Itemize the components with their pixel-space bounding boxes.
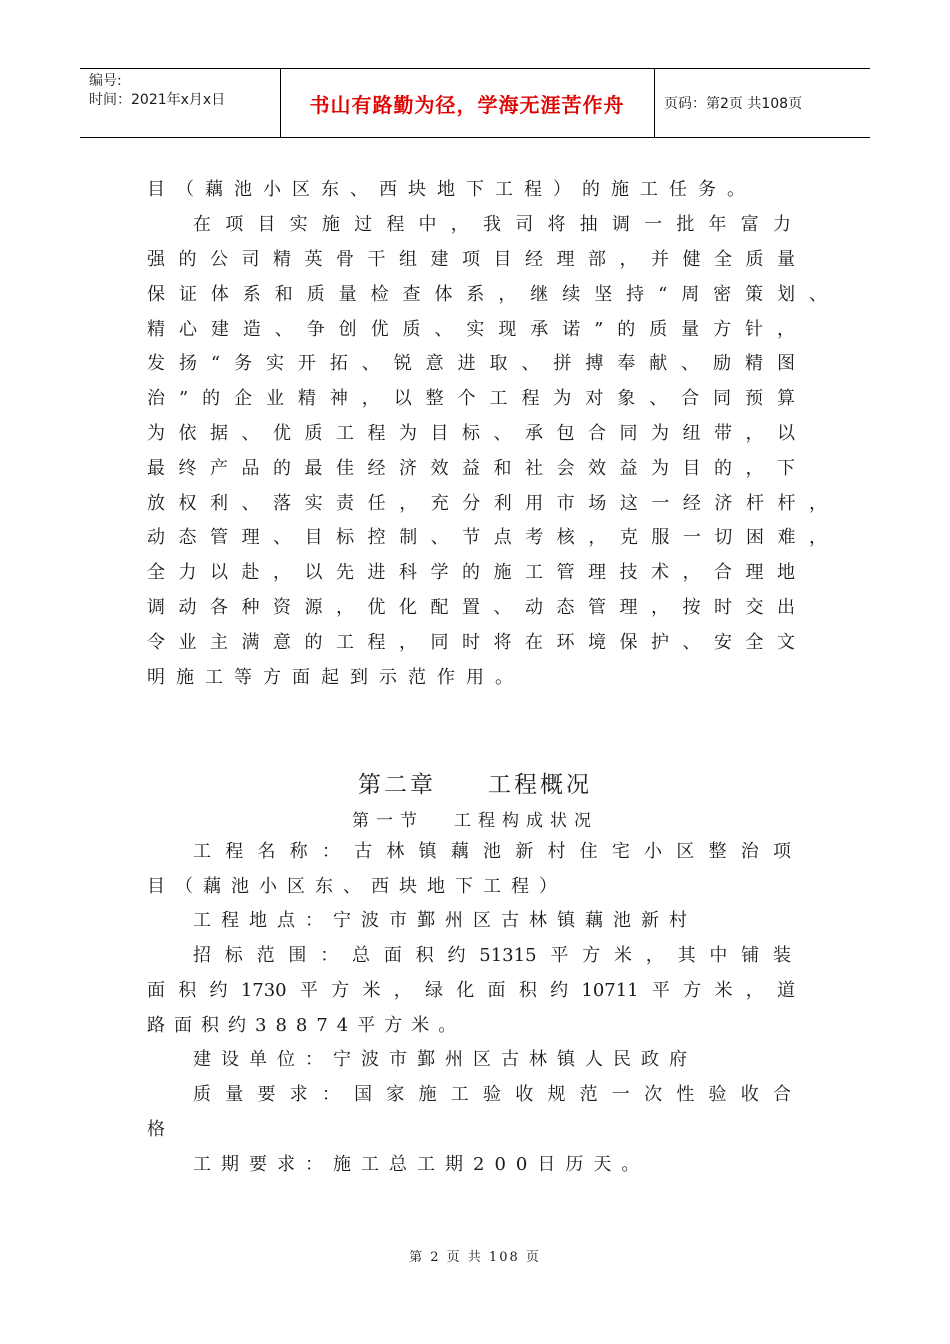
document-header-table xyxy=(80,68,870,138)
detail-line: 格 xyxy=(147,1119,176,1140)
chapter-title: 工程概况 xyxy=(488,772,592,798)
page-footer: 第 2 页 共 108 页 xyxy=(409,1250,541,1265)
number-label: 编号: xyxy=(89,73,122,89)
detail-line: 路面积约38874平方米。 xyxy=(147,1015,466,1036)
detail-line: 建设单位：宁波市鄞州区古林镇人民政府 xyxy=(193,1049,697,1070)
detail-line: 质量要求：国家施工验收规范一次性验收合 xyxy=(193,1084,791,1105)
intro-line: 在项目实施过程中，我司将抽调一批年富力 xyxy=(193,214,791,235)
intro-line: 放权利、落实责任，充分利用市场这一经济杆杆， xyxy=(147,493,827,514)
chapter-number: 第二章 xyxy=(358,772,436,798)
intro-line: 最终产品的最佳经济效益和社会效益为目的，下 xyxy=(147,458,795,479)
header-page-info: 页码：第2页 共108页 xyxy=(664,96,803,112)
intro-line: 发扬“务实开拓、锐意进取、拼搏奉献、励精图 xyxy=(147,353,795,374)
detail-line: 面积约1730平方米，绿化面积约10711平方米，道 xyxy=(147,980,795,1001)
intro-line: 调动各种资源，优化配置、动态管理，按时交出 xyxy=(147,597,795,618)
detail-line: 工期要求：施工总工期200日历天。 xyxy=(193,1154,650,1175)
section-heading xyxy=(0,806,950,831)
intro-line: 保证体系和质量检查体系，继续坚持“周密策划、 xyxy=(147,284,827,305)
date-line: 时间：2021年x月x日 xyxy=(89,92,226,108)
intro-line: 目（藕池小区东、西块地下工程）的施工任务。 xyxy=(147,179,756,200)
intro-line: 精心建造、争创优质、实现承诺”的质量方针， xyxy=(147,319,795,340)
intro-line: 全力以赴，以先进科学的施工管理技术，合理地 xyxy=(147,562,795,583)
intro-line: 治”的企业精神，以整个工程为对象、合同预算 xyxy=(147,388,795,409)
intro-line: 强的公司精英骨干组建项目经理部，并健全质量 xyxy=(147,249,795,270)
chapter-heading xyxy=(0,766,950,799)
header-meta-cell xyxy=(80,69,280,137)
intro-line: 为依据、优质工程为目标、承包合同为纽带，以 xyxy=(147,423,795,444)
intro-line: 令业主满意的工程，同时将在环境保护、安全文 xyxy=(147,632,795,653)
detail-line: 工程名称：古林镇藕池新村住宅小区整治项 xyxy=(193,841,791,862)
section-number: 第一节 xyxy=(352,811,424,831)
header-motto: 书山有路勤为径，学海无涯苦作舟 xyxy=(309,92,625,117)
detail-line: 目（藕池小区东、西块地下工程） xyxy=(147,876,567,897)
intro-line: 明施工等方面起到示范作用。 xyxy=(147,667,524,688)
section-title: 工程构成状况 xyxy=(454,811,598,831)
intro-line: 动态管理、目标控制、节点考核，克服一切困难， xyxy=(147,527,827,548)
detail-line: 工程地点：宁波市鄞州区古林镇藕池新村 xyxy=(193,910,697,931)
detail-line: 招标范围：总面积约51315平方米，其中铺装 xyxy=(193,945,791,966)
